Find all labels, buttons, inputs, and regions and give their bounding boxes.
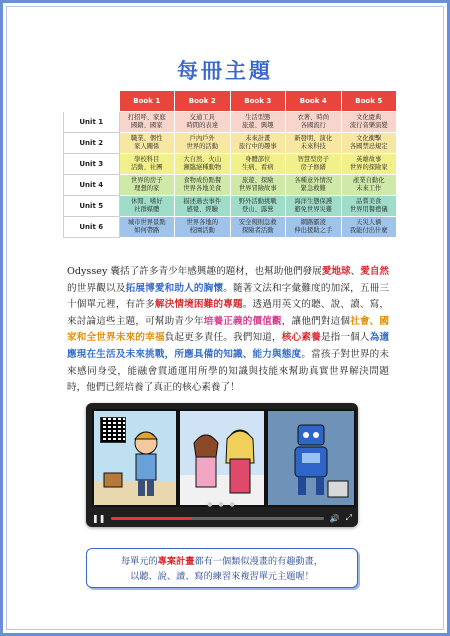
table-cell: 休閒、嗜好 社群媒體 xyxy=(119,196,175,217)
highlight-justice-values: 培養正義的價值觀 xyxy=(203,315,282,327)
text-segment: 。當孩子對世界的未來感同身受，能融會貫通運用所學的知識與技能來幫助真實世界解決問題時，他們已經培養了真正的核心素養了！ xyxy=(67,348,390,394)
pause-icon[interactable]: ❚❚ xyxy=(92,513,106,523)
table-cell: 文化慶典 流行音樂演變 xyxy=(341,112,397,133)
table-corner xyxy=(64,91,120,112)
table-row xyxy=(64,196,397,217)
table-cell: 打招呼、家庭 國籍、國家 xyxy=(119,112,175,133)
table-cell: 世界的房子 理想的家 xyxy=(119,175,175,196)
video-controls xyxy=(86,509,358,527)
girls-illustration xyxy=(180,411,264,505)
table-cell: 智慧型房子 房子修繕 xyxy=(286,154,342,175)
table-cell: 描述過去事件 感覺、經驗 xyxy=(175,196,231,217)
text-segment: 。隨著文法和字彙難度的加深，五冊三十個單元裡，有許多 xyxy=(67,282,390,311)
table-cell: 衣著、時尚 各國流行 xyxy=(286,112,342,133)
highlight-compassion: 拓展博愛和助人的胸懷 xyxy=(125,282,224,294)
table-cell: 身體部位 生病、看病 xyxy=(230,154,286,175)
table-cell: 生活型態 旅遊、興趣 xyxy=(230,112,286,133)
table-cell: 新發明、演化 未來科技 xyxy=(286,133,342,154)
video-player[interactable] xyxy=(86,403,358,527)
page-title: 每冊主題 xyxy=(177,58,273,83)
table-cell: 學校科目 活動、社團 xyxy=(119,154,175,175)
text-segment: ，讓他們對這個 xyxy=(281,315,351,327)
volume-icon[interactable]: 🔊 xyxy=(329,513,340,523)
table-cell: 旅遊、探險 世界冒險故事 xyxy=(230,175,286,196)
callout-line-1 xyxy=(87,554,357,569)
highlight-core-competency: 核心素養 xyxy=(281,332,321,344)
table-cell: 產業自動化 未來工作 xyxy=(341,175,397,196)
intro-paragraph xyxy=(67,264,389,397)
text-segment: 的世界觀以及 xyxy=(67,282,126,294)
table-cell: 品嘗美食 世界用餐禮儀 xyxy=(341,196,397,217)
video-progress-fill xyxy=(111,517,192,520)
table-row xyxy=(64,217,397,238)
table-row xyxy=(64,133,397,154)
unit-label: Unit 5 xyxy=(64,196,120,217)
table-cell: 海洋生態保護 避免世界災難 xyxy=(286,196,342,217)
text-segment: 。透過用英文的聽、說、讀、寫，來討論這些主題，可幫助青少年 xyxy=(67,299,390,327)
column-header-book-5: Book 5 xyxy=(341,91,397,112)
table-cell: 大自然、火山 瀕臨絕種動物 xyxy=(175,154,231,175)
book-unit-table xyxy=(63,90,397,238)
table-cell: 職業、個性 家人關係 xyxy=(119,133,175,154)
callout-line-2: 以聽、說、讀、寫的練習來複習單元主題喔！ xyxy=(130,571,314,582)
highlight-love-earth: 愛地球 xyxy=(321,266,351,277)
text-segment: 負起更多責任。我們知道， xyxy=(164,332,282,344)
column-header-book-3: Book 3 xyxy=(230,91,286,112)
fullscreen-icon[interactable]: ⤢ xyxy=(345,513,352,522)
callout-text: 每單元的 xyxy=(120,556,158,567)
table-row xyxy=(64,175,397,196)
table-cell: 安全規則急救 探險者活動 xyxy=(230,217,286,238)
table-cell: 城市世界景點 如何帶路 xyxy=(119,217,175,238)
boy-illustration xyxy=(94,411,176,505)
callout-highlight-project: 專案計畫 xyxy=(157,556,195,567)
callout-text: 都有一個類似漫畫的有趣動畫， xyxy=(194,556,324,567)
table-cell: 食物成份點餐 世界各地美食 xyxy=(175,175,231,196)
more-options-icon[interactable]: ● ● ● xyxy=(207,501,237,508)
table-header-row xyxy=(64,91,397,112)
table-cell: 交通工具 時間的表達 xyxy=(175,112,231,133)
unit-label: Unit 2 xyxy=(64,133,120,154)
animation-callout-box xyxy=(86,548,358,588)
column-header-book-4: Book 4 xyxy=(286,91,342,112)
text-segment: 、 xyxy=(350,266,361,277)
highlight-love-nature: 愛自然 xyxy=(360,266,390,277)
table-cell: 未來計畫 旅行中的趣事 xyxy=(230,133,286,154)
comic-panel-2 xyxy=(178,409,266,507)
table-cell: 戶內戶外 世界的活動 xyxy=(175,133,231,154)
table-cell: 網路霸凌 伸出援助之手 xyxy=(286,217,342,238)
table-cell: 各種意外情況 緊急救難 xyxy=(286,175,342,196)
table-row xyxy=(64,154,397,175)
highlight-world-wellbeing: 社會、國家和全世界未來的幸福 xyxy=(67,315,390,344)
comic-panel-3 xyxy=(266,409,356,507)
column-header-book-1: Book 1 xyxy=(119,91,175,112)
unit-label: Unit 1 xyxy=(64,112,120,133)
table-row xyxy=(64,112,397,133)
table-cell: 野外活動挑戰 登山、露營 xyxy=(230,196,286,217)
video-progress-bar[interactable] xyxy=(111,517,323,520)
table-cell: 文化衝擊 各國禁忌規定 xyxy=(341,133,397,154)
unit-label: Unit 6 xyxy=(64,217,120,238)
unit-label: Unit 4 xyxy=(64,175,120,196)
table-cell: 世界各地的 校園活動 xyxy=(175,217,231,238)
column-header-book-2: Book 2 xyxy=(175,91,231,112)
text-segment: 是指一個人 xyxy=(320,332,370,344)
text-segment: Odyssey 囊括了許多青少年感興趣的題材，也幫助他們發展 xyxy=(67,266,322,277)
table-cell: 天災人禍 我能付出什麼 xyxy=(341,217,397,238)
highlight-knowledge-ability-attitude: 為適應現在生活及未來挑戰，所應具備的知識、能力與態度 xyxy=(67,332,390,360)
comic-panel-1 xyxy=(92,409,178,507)
table-cell: 英雄故事 世界的探險家 xyxy=(341,154,397,175)
robot-illustration xyxy=(268,411,354,505)
highlight-problem-solving: 解決情境困難的專題 xyxy=(154,299,243,311)
unit-label: Unit 3 xyxy=(64,154,120,175)
